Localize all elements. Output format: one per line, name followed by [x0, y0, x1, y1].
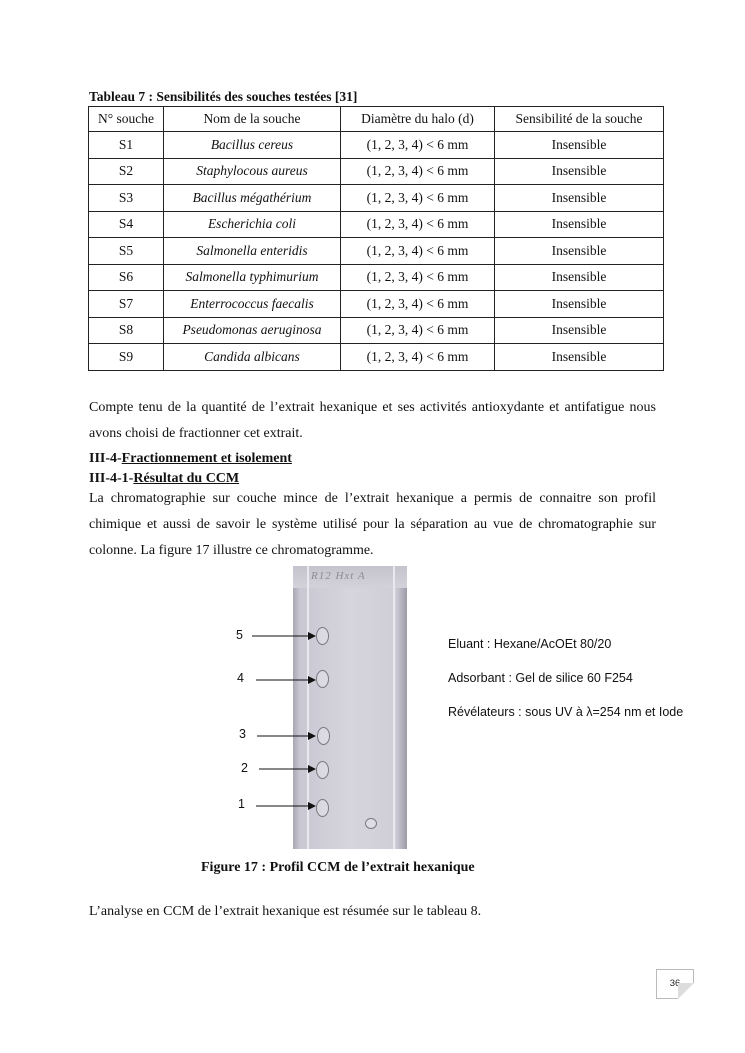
cell-strain-name: Salmonella typhimurium — [164, 264, 341, 291]
cell-halo-diameter: (1, 2, 3, 4) < 6 mm — [341, 317, 495, 344]
annotation-adsorbant: Adsorbant : Gel de silice 60 F254 — [448, 671, 633, 685]
paragraph-ccm-description: La chromatographie sur couche mince de l’extrait hexanique a permis de connaitre son profil chimique et aussi de savoir le système utilisé pour la séparation au vue de chromatographie sur colonne. La figure 17 illustre ce chromatogramme. — [89, 491, 656, 558]
cell-sensitivity: Insensible — [495, 317, 664, 344]
cell-halo-diameter: (1, 2, 3, 4) < 6 mm — [341, 185, 495, 212]
cell-strain-number: S4 — [89, 211, 164, 238]
subsection-title: Résultat du CCM — [133, 471, 240, 486]
cell-halo-diameter: (1, 2, 3, 4) < 6 mm — [341, 158, 495, 185]
page-number: 36 — [656, 969, 694, 999]
cell-strain-number: S3 — [89, 185, 164, 212]
paragraph-table8-reference: L’analyse en CCM de l’extrait hexanique est résumée sur le tableau 8. — [89, 904, 482, 919]
cell-strain-name: Bacillus mégathérium — [164, 185, 341, 212]
cell-strain-number: S9 — [89, 344, 164, 371]
cell-sensitivity: Insensible — [495, 132, 664, 159]
cell-strain-number: S1 — [89, 132, 164, 159]
cell-strain-number: S8 — [89, 317, 164, 344]
cell-halo-diameter: (1, 2, 3, 4) < 6 mm — [341, 211, 495, 238]
cell-strain-name: Staphylocous aureus — [164, 158, 341, 185]
cell-sensitivity: Insensible — [495, 185, 664, 212]
annotation-revelateurs: Révélateurs : sous UV à λ=254 nm et Iode — [448, 705, 684, 719]
cell-halo-diameter: (1, 2, 3, 4) < 6 mm — [341, 238, 495, 265]
cell-halo-diameter: (1, 2, 3, 4) < 6 mm — [341, 264, 495, 291]
cell-strain-name: Salmonella enteridis — [164, 238, 341, 265]
table-caption: Tableau 7 : Sensibilités des souches testées [31] — [89, 89, 358, 104]
spot-label-3: 3 — [239, 727, 246, 741]
cell-strain-number: S5 — [89, 238, 164, 265]
cell-strain-number: S2 — [89, 158, 164, 185]
cell-strain-name: Pseudomonas aeruginosa — [164, 317, 341, 344]
cell-sensitivity: Insensible — [495, 344, 664, 371]
plate-scribble: R12 Hxt A — [311, 570, 366, 582]
figure-caption: Figure 17 : Profil CCM de l’extrait hexanique — [201, 860, 475, 875]
cell-sensitivity: Insensible — [495, 158, 664, 185]
cell-sensitivity: Insensible — [495, 238, 664, 265]
section-title: Fractionnement et isolement — [121, 451, 292, 466]
subsection-number: III-4-1- — [89, 471, 134, 486]
cell-halo-diameter: (1, 2, 3, 4) < 6 mm — [341, 132, 495, 159]
header-strain-name: Nom de la souche — [164, 107, 341, 132]
annotation-eluant: Eluant : Hexane/AcOEt 80/20 — [448, 637, 612, 651]
cell-strain-number: S6 — [89, 264, 164, 291]
cell-halo-diameter: (1, 2, 3, 4) < 6 mm — [341, 291, 495, 318]
cell-strain-name: Candida albicans — [164, 344, 341, 371]
header-strain-number: N° souche — [89, 107, 164, 132]
cell-strain-name: Enterrococcus faecalis — [164, 291, 341, 318]
header-sensitivity: Sensibilité de la souche — [495, 107, 664, 132]
cell-sensitivity: Insensible — [495, 264, 664, 291]
section-number: III-4- — [89, 451, 122, 466]
spot-label-5: 5 — [236, 628, 243, 642]
cell-sensitivity: Insensible — [495, 211, 664, 238]
paragraph-fractionation-intro: Compte tenu de la quantité de l’extrait hexanique et ses activités antioxydante et antifatigue nous avons choisi de fractionner cet extrait. — [89, 400, 656, 441]
cell-halo-diameter: (1, 2, 3, 4) < 6 mm — [341, 344, 495, 371]
cell-sensitivity: Insensible — [495, 291, 664, 318]
cell-strain-number: S7 — [89, 291, 164, 318]
header-halo-diameter: Diamètre du halo (d) — [341, 107, 495, 132]
cell-strain-name: Escherichia coli — [164, 211, 341, 238]
spot-label-4: 4 — [237, 671, 244, 685]
spot-label-1: 1 — [238, 797, 245, 811]
spot-label-2: 2 — [241, 761, 248, 775]
cell-strain-name: Bacillus cereus — [164, 132, 341, 159]
